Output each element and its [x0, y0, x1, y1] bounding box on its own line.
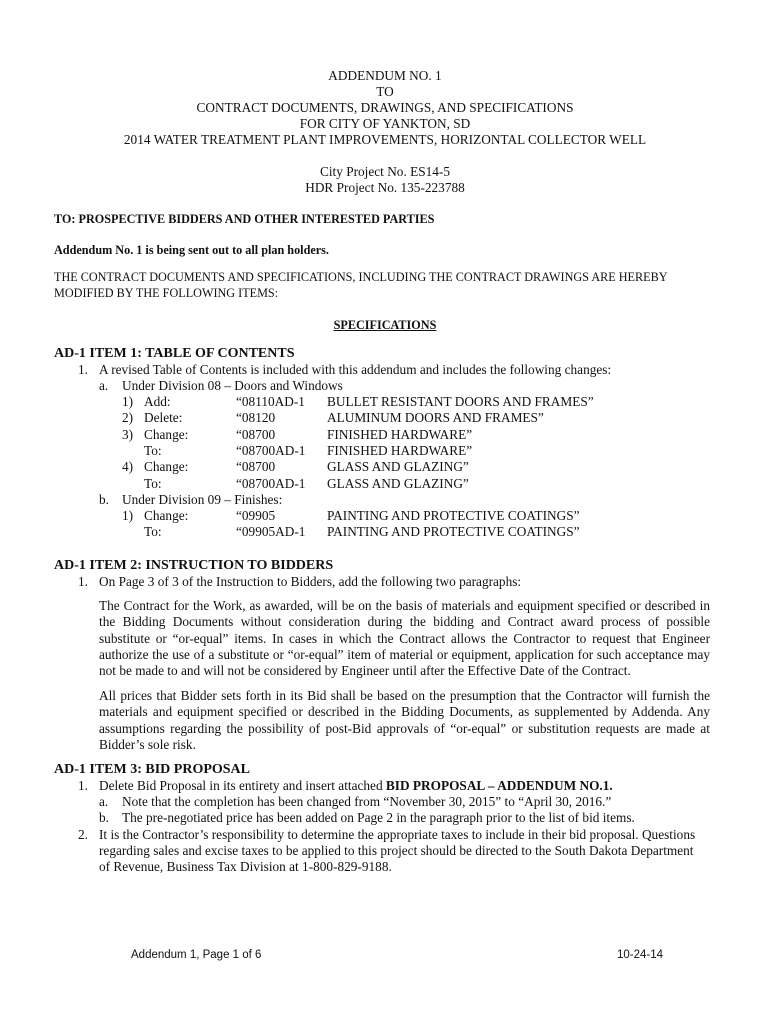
change-row-section-title: ALUMINUM DOORS AND FRAMES”	[327, 410, 544, 426]
item2-number: 1.	[78, 574, 88, 589]
item3-number-1: 1.	[78, 778, 88, 793]
change-row-action: To:	[144, 442, 162, 458]
change-row-section-title: GLASS AND GLAZING”	[327, 459, 469, 475]
item1-b-text: Under Division 09 – Finishes:	[122, 492, 283, 507]
change-row-section-title: BULLET RESISTANT DOORS AND FRAMES”	[327, 394, 594, 409]
to-line: TO: PROSPECTIVE BIDDERS AND OTHER INTERESTED PARTIES	[54, 212, 435, 226]
item3-a-label: a.	[99, 794, 109, 809]
item3-b-text: The pre-negotiated price has been added on Page 2 in the paragraph prior to the list of bid items.	[122, 810, 635, 825]
change-row-action: To:	[144, 475, 162, 491]
specifications-heading: SPECIFICATIONS	[333, 318, 437, 332]
title-line-4: FOR CITY OF YANKTON, SD	[299, 116, 471, 131]
change-row-section-code: “09905AD-1	[236, 524, 306, 540]
change-row-section-code: “08110AD-1	[236, 394, 305, 409]
change-row-section-title: GLASS AND GLAZING”	[327, 475, 469, 491]
change-row-number: 2)	[122, 410, 134, 426]
modified-line-2: MODIFIED BY THE FOLLOWING ITEMS:	[54, 286, 279, 300]
item2-intro: On Page 3 of 3 of the Instruction to Bidders, add the following two paragraphs:	[99, 574, 522, 589]
change-row-action: Change:	[144, 459, 189, 475]
change-row-section-code: “08120	[236, 410, 276, 426]
item3-line-2b: regarding sales and excise taxes to be applied to this project should be directed to the South Dakota Department	[99, 843, 694, 858]
change-row-section-code: “08700	[236, 459, 276, 475]
item1-a-text: Under Division 08 – Doors and Windows	[122, 378, 343, 393]
change-row-section-title: PAINTING AND PROTECTIVE COATINGS”	[327, 508, 580, 523]
item3-b-label: b.	[99, 810, 109, 825]
item1-a-label: a.	[99, 378, 109, 393]
change-row-section-title: FINISHED HARDWARE”	[327, 442, 473, 458]
change-row-action: Change:	[144, 508, 189, 523]
title-line-1: ADDENDUM NO. 1	[328, 68, 442, 83]
item3-line-2c: of Revenue, Business Tax Division at 1-800-829-9188.	[99, 859, 392, 874]
title-line-3: CONTRACT DOCUMENTS, DRAWINGS, AND SPECIFICATIONS	[196, 100, 574, 115]
change-row-section-code: “09905	[236, 508, 276, 523]
city-project-number: City Project No. ES14-5	[319, 164, 450, 179]
sent-line: Addendum No. 1 is being sent out to all plan holders.	[54, 243, 329, 257]
title-line-2: TO	[376, 84, 394, 99]
change-row-number: 3)	[122, 426, 134, 442]
modified-line-1: THE CONTRACT DOCUMENTS AND SPECIFICATIONS, INCLUDING THE CONTRACT DRAWINGS ARE HEREBY	[54, 270, 668, 284]
item3-line-1	[99, 778, 613, 794]
item2-paragraph-1: The Contract for the Work, as awarded, will be on the basis of materials and equipment specified or described in the Bidding Documents without consideration during the bidding and Contract award process of possible substitute or “or-equal” items. In cases in which the Contract allows the Contractor to request that Engineer authorize the use of a substitute or “or-equal” item of material or equipment, application for such acceptance may not be made to and will not be considered by Engineer until after the Effective Date of the Contract.	[99, 598, 710, 679]
change-row-action: Add:	[144, 394, 171, 409]
item2-paragraph-2: All prices that Bidder sets forth in its Bid shall be based on the presumption that the Contractor will furnish the materials and equipment specified or described in the Bidding Documents, as supplemented by Addenda. Any assumptions regarding the possibility of post-Bid approvals of “or-equal” or substitution requests are made at Bidder’s sole risk.	[99, 688, 710, 752]
change-row-action: Delete:	[144, 410, 183, 426]
item1-intro: A revised Table of Contents is included with this addendum and includes the following changes:	[99, 362, 612, 377]
footer-page-number: Addendum 1, Page 1 of 6	[131, 949, 262, 961]
bid-proposal-addendum-reference: BID PROPOSAL – ADDENDUM NO.1.	[385, 778, 613, 793]
title-line-5: 2014 WATER TREATMENT PLANT IMPROVEMENTS, HORIZONTAL COLLECTOR WELL	[123, 132, 647, 147]
change-row-section-code: “08700	[236, 426, 276, 442]
item2-heading: AD-1 ITEM 2: INSTRUCTION TO BIDDERS	[54, 558, 334, 573]
item3-line-2a: It is the Contractor’s responsibility to determine the appropriate taxes to include in their bid proposal. Questions	[99, 827, 696, 842]
change-row-number: 1)	[122, 508, 134, 523]
change-row-section-code: “08700AD-1	[236, 442, 306, 458]
change-row-number: 4)	[122, 459, 134, 475]
change-row-number: 1)	[122, 394, 134, 409]
item3-a-text: Note that the completion has been changed from “November 30, 2015” to “April 30, 2016.”	[122, 794, 612, 809]
change-row-action: To:	[144, 524, 162, 540]
footer-date: 10-24-14	[617, 949, 664, 961]
item3-line-1-text: Delete Bid Proposal in its entirety and insert attached	[99, 778, 386, 793]
change-row-section-title: FINISHED HARDWARE”	[327, 426, 473, 442]
change-row-section-code: “08700AD-1	[236, 475, 306, 491]
hdr-project-number: HDR Project No. 135-223788	[305, 180, 465, 195]
change-row-action: Change:	[144, 426, 189, 442]
item1-b-label: b.	[99, 492, 109, 507]
change-row-section-title: PAINTING AND PROTECTIVE COATINGS”	[327, 524, 580, 540]
item3-heading: AD-1 ITEM 3: BID PROPOSAL	[54, 762, 251, 777]
item1-heading: AD-1 ITEM 1: TABLE OF CONTENTS	[54, 346, 295, 361]
item3-number-2: 2.	[78, 827, 88, 842]
item1-number: 1.	[78, 362, 88, 377]
